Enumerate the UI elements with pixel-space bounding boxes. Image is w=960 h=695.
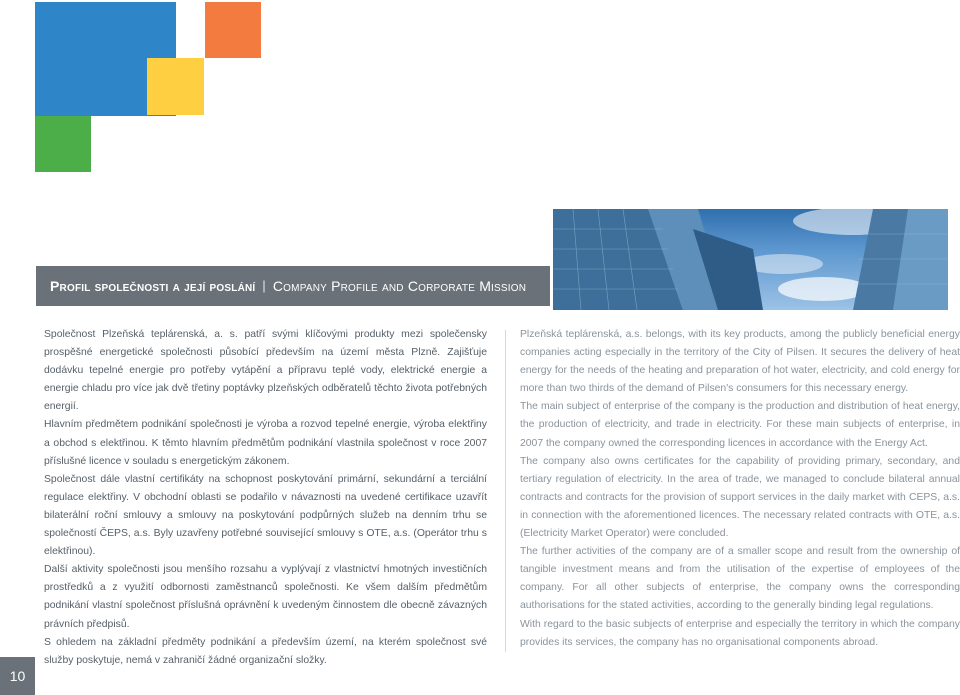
paragraph-cz-2: Hlavním předmětem podnikání společnosti je výroba a rozvod tepelné energie, výroba elektřiny a obchod s elektřinou. K těmto hlavním předmětům podnikání vlastnila společnost v roce 2007 příslušné licence v souladu s energetickým zákonem. [44, 419, 487, 467]
office-buildings-photo [553, 209, 948, 310]
paragraph-en-5: With regard to the basic subjects of enterprise and especially the territory in which the company provides its services, the company has no organisational components abroad. [520, 618, 960, 648]
paragraph-cz-5: S ohledem na základní předměty podnikání a především území, na kterém společnost své služby poskytuje, nemá v zahraničí žádné organizační složky. [44, 636, 487, 666]
paragraph-cz-1: Společnost Plzeňská teplárenská, a. s. patří svými klíčovými produkty mezi společensky prospěšné energetické společnosti působící především na území města Plzně. Zajišťuje dodávku tepelné energie pro potřeby vytápění a přípravu teplé vody, elektrické energie a energie chladu pro více jak dvě třetiny poptávky plzeňských odběratelů těchto života potřebných energií. [44, 329, 487, 413]
section-title-cz: Profil společnosti a její poslání [50, 278, 256, 294]
paragraph-en-2: The main subject of enterprise of the company is the production and distribution of heat energy, the production of electricity, and trade in electricity. For these main subjects of enterprise, in 2007 the company owned the corresponding licences in accordance with the Energy Act. [520, 401, 960, 449]
text-column-english [520, 326, 960, 652]
decor-square-green [35, 116, 91, 172]
paragraph-cz-4: Další aktivity společnosti jsou menšího rozsahu a vyplývají z vlastnictví hmotných investičních prostředků a z využití odbornosti zaměstnanců společnosti. Ke všem dalším předmětům podnikání vlastní společnost příslušná oprávnění k uvedeným činnostem dle obecně závazných právních předpisů. [44, 564, 487, 630]
paragraph-en-3: The company also owns certificates for the capability of providing primary, secondary, and tertiary regulation of electricity. In the area of trade, we managed to conclude bilateral annual contracts and contracts for the provision of support services in the daily market with CEPS, a.s. in connection with the aforementioned licences. The necessary related contracts with OTE, a.s. (Electricity Market Operator) were concluded. [520, 455, 960, 540]
text-column-czech [44, 326, 487, 670]
section-header [36, 266, 550, 306]
title-separator: | [262, 279, 266, 293]
glass-buildings-illustration [553, 209, 948, 310]
paragraph-en-1: Plzeňská teplárenská, a.s. belongs, with its key products, among the publicly beneficial energy companies acting especially in the territory of the City of Pilsen. It secures the delivery of heat energy for the needs of the heating and preparation of hot water, electricity, and cold energy for more than two thirds of the demand of Pilsen's consumers for this necessary energy. [520, 329, 960, 395]
decor-square-yellow [147, 58, 204, 115]
paragraph-en-4: The further activities of the company are of a smaller scope and result from the ownership of tangible investment means and from the utilisation of the expertise of employees of the company. For all other subjects of enterprise, the company owns the corresponding authorisations for the stated activities, according to the generally binding legal regulations. [520, 546, 960, 612]
paragraph-cz-3: Společnost dále vlastní certifikáty na schopnost poskytování primární, sekundární a terciální regulace elektřiny. V obchodní oblasti se podařilo v návaznosti na uvedené certifikace uzavřít bilaterální roční smlouvy a smlouvy na poskytování podpůrných služeb na denním trhu se společností ČEPS, a.s. Byly uzavřeny potřebné související smlouvy s OTE, a.s. (Operátor trhu s elektřinou). [44, 473, 487, 558]
column-divider [505, 330, 506, 652]
decor-square-orange [205, 2, 261, 58]
section-title-en: Company Profile and Corporate Mission [272, 278, 527, 294]
page-number: 10 [0, 657, 35, 695]
